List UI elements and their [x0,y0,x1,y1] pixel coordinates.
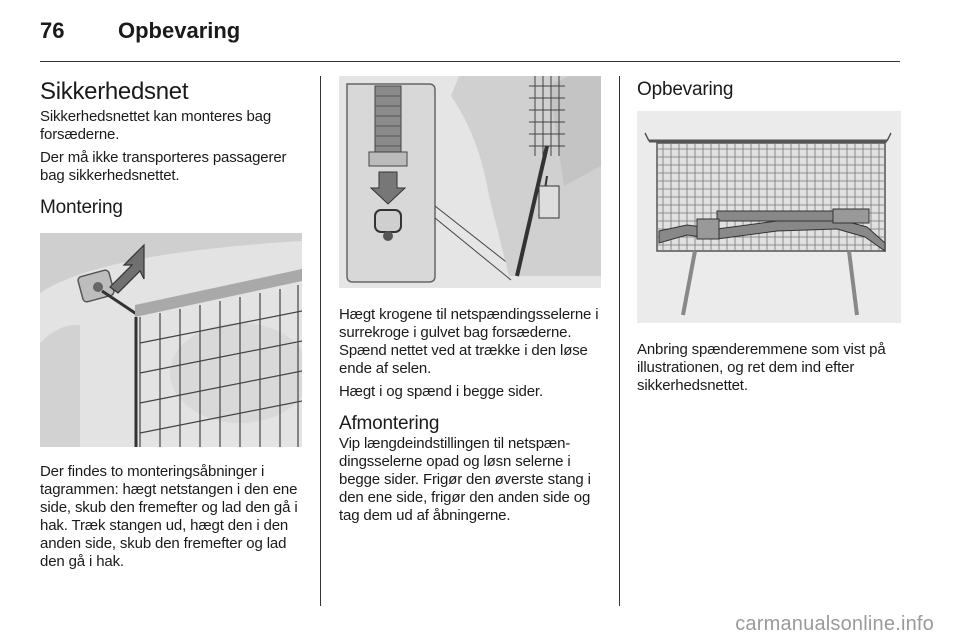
column-divider [320,76,321,606]
roof-mount-illustration [40,233,302,447]
subsection-heading: Afmontering [339,413,440,434]
page-title: Opbevaring [118,18,241,43]
header-divider [40,61,900,62]
subsection-heading: Opbevaring [637,79,734,100]
column-2 [339,76,601,525]
net-storage-illustration [637,111,901,323]
paragraph: Sikkerhedsnettet kan monteres bag forsæderne. [40,108,272,143]
paragraph: Hægt i og spænd i begge sider. [339,383,543,400]
column-divider [619,76,620,606]
page-number: 76 [40,18,65,43]
watermark: carmanualsonline.info [735,613,934,635]
paragraph: Hægt krogene til netspændingsselerne i surrekroge i gulvet bag forsæderne. Spænd nettet ved at trække i den løse ende af selen. [339,306,599,377]
paragraph: Vip længdeindstillingen til netspændingsselerne opad og løsn selerne i begge sider. Frigør den øverste stang i den ene side, frigør den anden side og tag dem ud af åbningerne. [339,435,591,524]
floor-hook-illustration [339,76,601,288]
subsection-heading: Montering [40,197,123,218]
paragraph: Anbring spænderemmene som vist på illustrationen, og ret dem ind efter sikkerhedsnettet. [637,341,886,394]
paragraph: Der findes to monteringsåbninger i tagrammen: hægt netstangen i den ene side, skub den fremefter og lad den gå i hak. Træk stangen ud, hægt den i den anden side, skub den fremefter og lad den gå i hak. [40,463,298,570]
section-heading: Sikkerhedsnet [40,78,189,105]
column-3 [637,76,901,395]
paragraph: Der må ikke transporteres passagerer bag sikkerhedsnettet. [40,149,287,184]
column-1 [40,76,302,571]
